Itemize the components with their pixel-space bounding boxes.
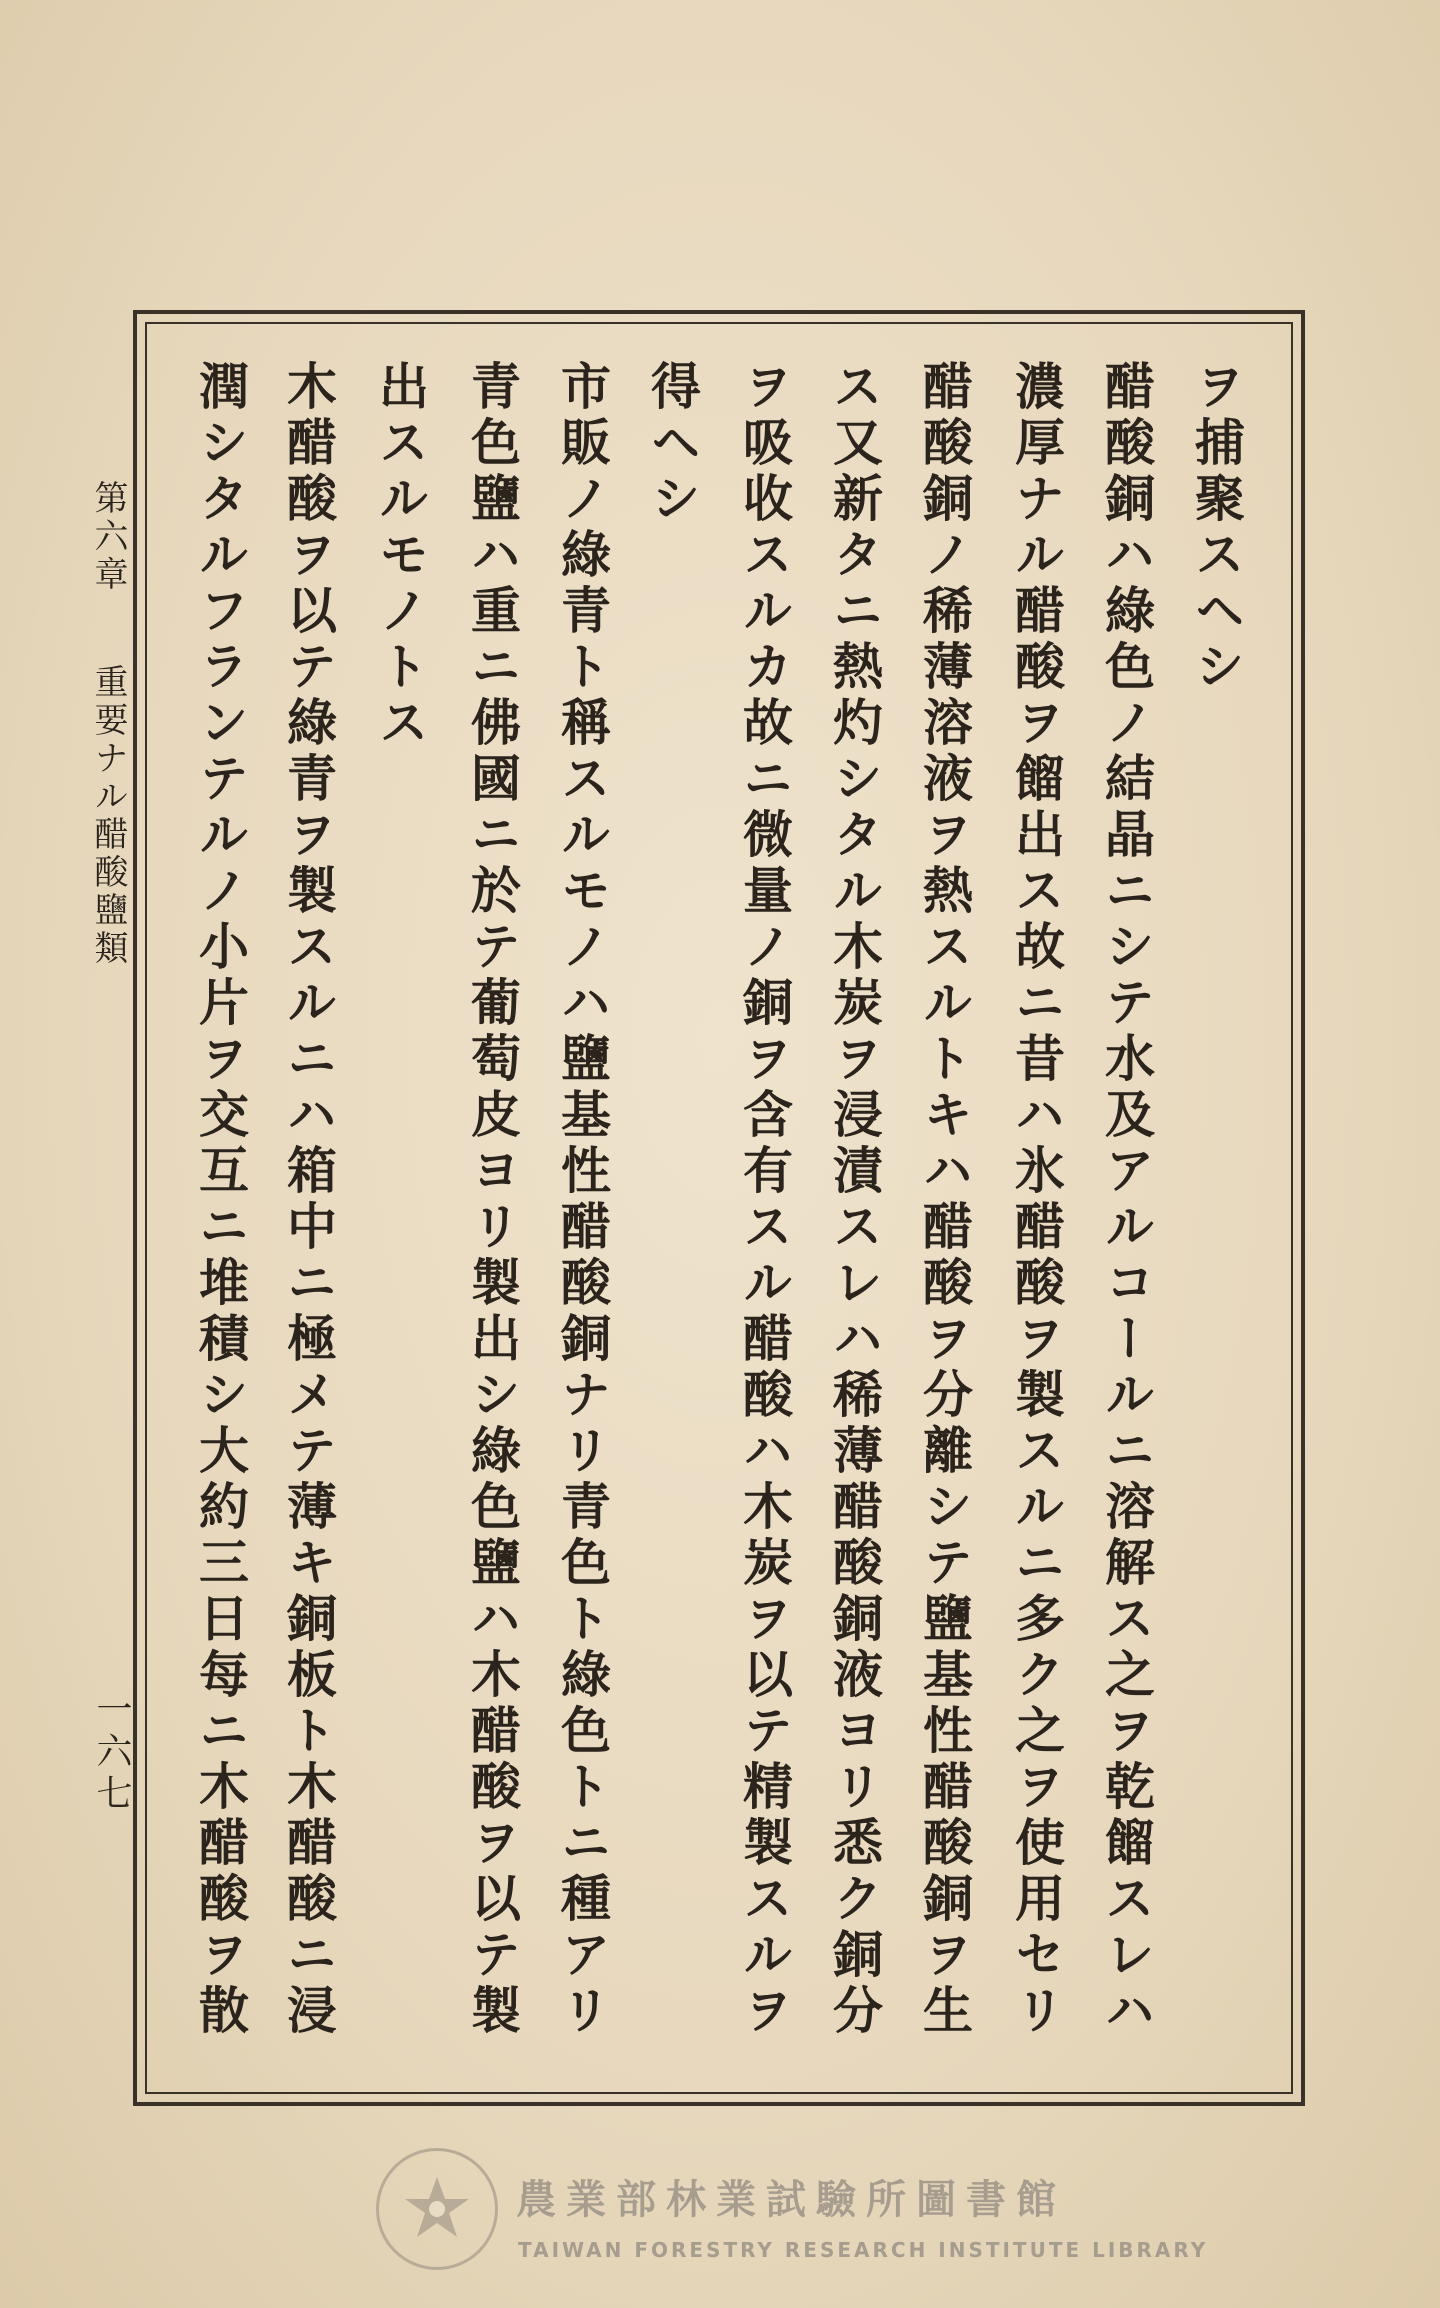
text-column-6: ヲ吸收スルカ故ニ微量ノ銅ヲ含有スル醋酸ハ木炭ヲ以テ精製スルヲ [735,360,794,2040]
section-title: 重要ナル醋酸鹽類 [88,664,128,968]
text-column-2: 醋酸銅ハ綠色ノ結晶ニシテ水及アルコールニ溶解ス之ヲ乾餾スレハ [1097,360,1156,2040]
text-column-11: 木醋酸ヲ以テ綠青ヲ製スルニハ箱中ニ極メテ薄キ銅板ト木醋酸ニ浸 [279,360,338,2040]
text-column-8: 市販ノ綠青ト稱スルモノハ鹽基性醋酸銅ナリ青色ト綠色トニ種アリ [553,360,612,2040]
text-column-3: 濃厚ナル醋酸ヲ餾出ス故ニ昔ハ氷醋酸ヲ製スルニ多ク之ヲ使用セリ [1007,360,1066,2040]
text-column-7: 得ヘシ [643,360,702,528]
library-seal-icon [376,2148,498,2270]
text-column-10: 出スルモノトス [371,360,430,752]
chapter-label: 第六章 [88,480,128,594]
text-column-9: 青色鹽ハ重ニ佛國ニ於テ葡萄皮ヨリ製出シ綠色鹽ハ木醋酸ヲ以テ製 [463,360,522,2040]
running-header [84,480,133,1038]
page-number: 一六七 [91,1690,132,1816]
text-column-5: ス又新タニ熱灼シタル木炭ヲ浸漬スレハ稀薄醋酸銅液ヨリ悉ク銅分 [825,360,884,2040]
watermark-name-en: TAIWAN FORESTRY RESEARCH INSTITUTE LIBRARY [518,2238,1209,2262]
watermark-name-zh: 農業部林業試驗所圖書館 [516,2177,1066,2223]
text-column-1: ヲ捕聚スヘシ [1187,360,1246,696]
star-emblem-icon [397,2169,477,2249]
text-column-12: 潤シタルフランテルノ小片ヲ交互ニ堆積シ大約三日每ニ木醋酸ヲ散 [191,360,250,2040]
text-column-4: 醋酸銅ノ稀薄溶液ヲ熱スルトキハ醋酸ヲ分離シテ鹽基性醋酸銅ヲ生 [915,360,974,2040]
